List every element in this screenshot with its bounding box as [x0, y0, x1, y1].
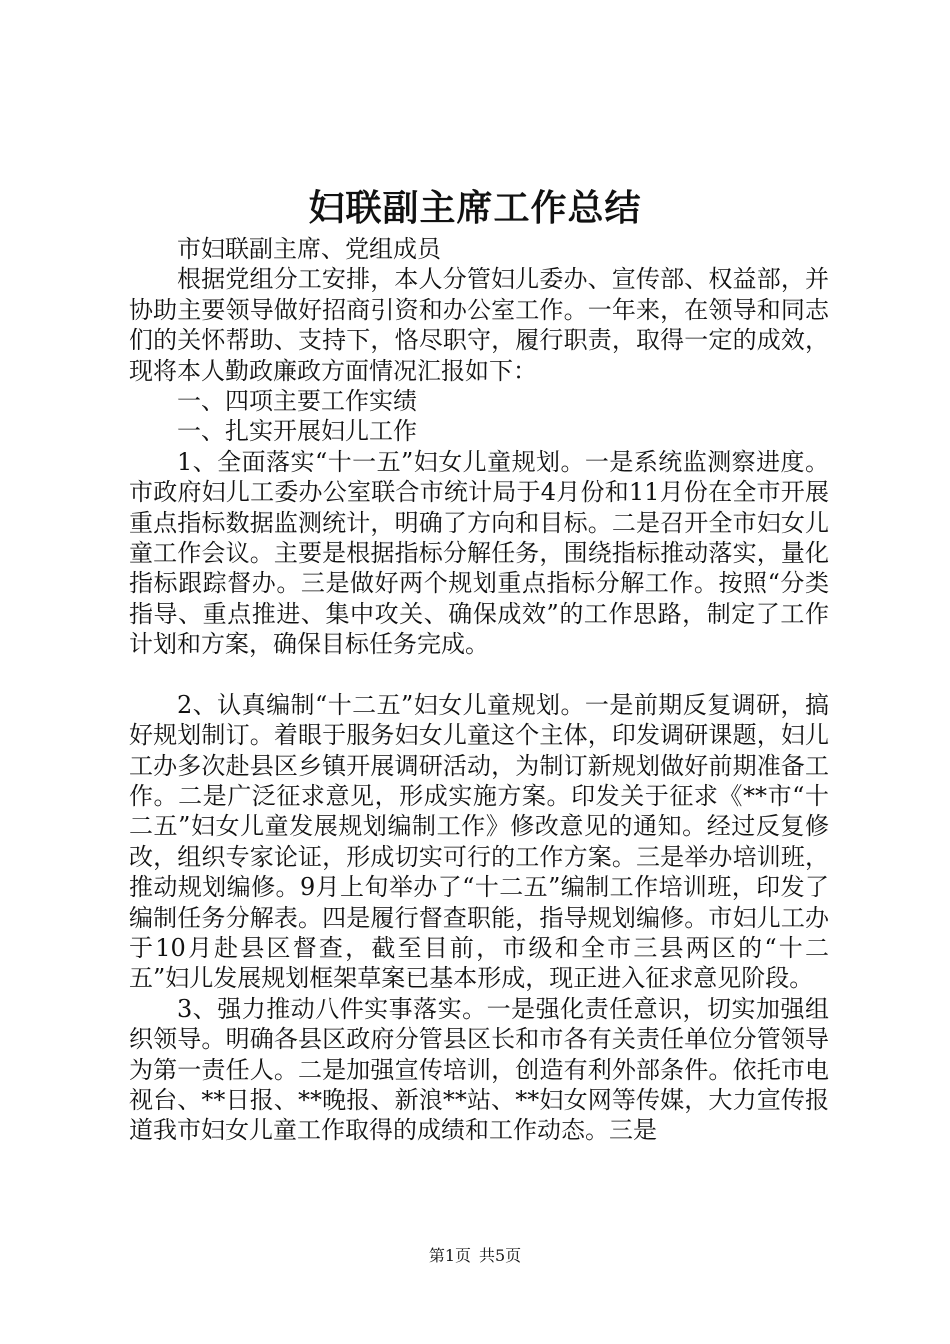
item-paragraph-3: 3、强力推动八件实事落实。一是强化责任意识，切实加强组织领导。明确各县区政府分管县区长和市各有关责任单位分管领导为第一责任人。二是加强宣传培训，创造有利外部条件。依托市电视台、**日报、**晚报、新浪**站、**妇女网等传媒，大力宣传报道我市妇女儿童工作取得的成绩和工作动态。三是	[129, 994, 829, 1145]
item-paragraph-1: 1、全面落实“十一五”妇女儿童规划。一是系统监测察进度。市政府妇儿工委办公室联合市统计局于4月份和11月份在全市开展重点指标数据监测统计，明确了方向和目标。二是召开全市妇女儿童工作会议。主要是根据指标分解任务，围绕指标推动落实，量化指标跟踪督办。三是做好两个规划重点指标分解工作。按照“分类指导、重点推进、集中攻关、确保成效”的工作思路，制定了工作计划和方案，确保目标任务完成。	[129, 447, 829, 659]
author-line: 市妇联副主席、党组成员	[177, 235, 441, 263]
section-heading: 一、四项主要工作实绩	[177, 387, 417, 416]
page-number: 第1页	[428, 1246, 471, 1265]
document-title: 妇联副主席工作总结	[308, 187, 642, 229]
document-body	[129, 234, 829, 1146]
intro-paragraph: 根据党组分工安排，本人分管妇儿委办、宣传部、权益部，并协助主要领导做好招商引资和办公室工作。一年来，在领导和同志们的关怀帮助、支持下，恪尽职守，履行职责，取得一定的成效，现将本人勤政廉政方面情况汇报如下：	[129, 265, 829, 385]
item-paragraph-2: 2、认真编制“十二五”妇女儿童规划。一是前期反复调研，搞好规划制订。着眼于服务妇女儿童这个主体，印发调研课题，妇儿工办多次赴县区乡镇开展调研活动，为制订新规划做好前期准备工作。二是广泛征求意见，形成实施方案。印发关于征求《**市“十二五”妇女儿童发展规划编制工作》修改意见的通知。经过反复修改，组织专家论证，形成切实可行的工作方案。三是举办培训班，推动规划编修。9月上旬举办了“十二五”编制工作培训班，印发了编制任务分解表。四是履行督查职能，指导规划编修。市妇儿工办于10月赴县区督查，截至目前，市级和全市三县两区的“十二五”妇儿发展规划框架草案已基本形成，现正进入征求意见阶段。	[129, 690, 829, 993]
subsection-heading: 一、扎实开展妇儿工作	[177, 417, 417, 446]
page-footer	[0, 1244, 950, 1268]
page-total: 共5页	[479, 1246, 522, 1265]
